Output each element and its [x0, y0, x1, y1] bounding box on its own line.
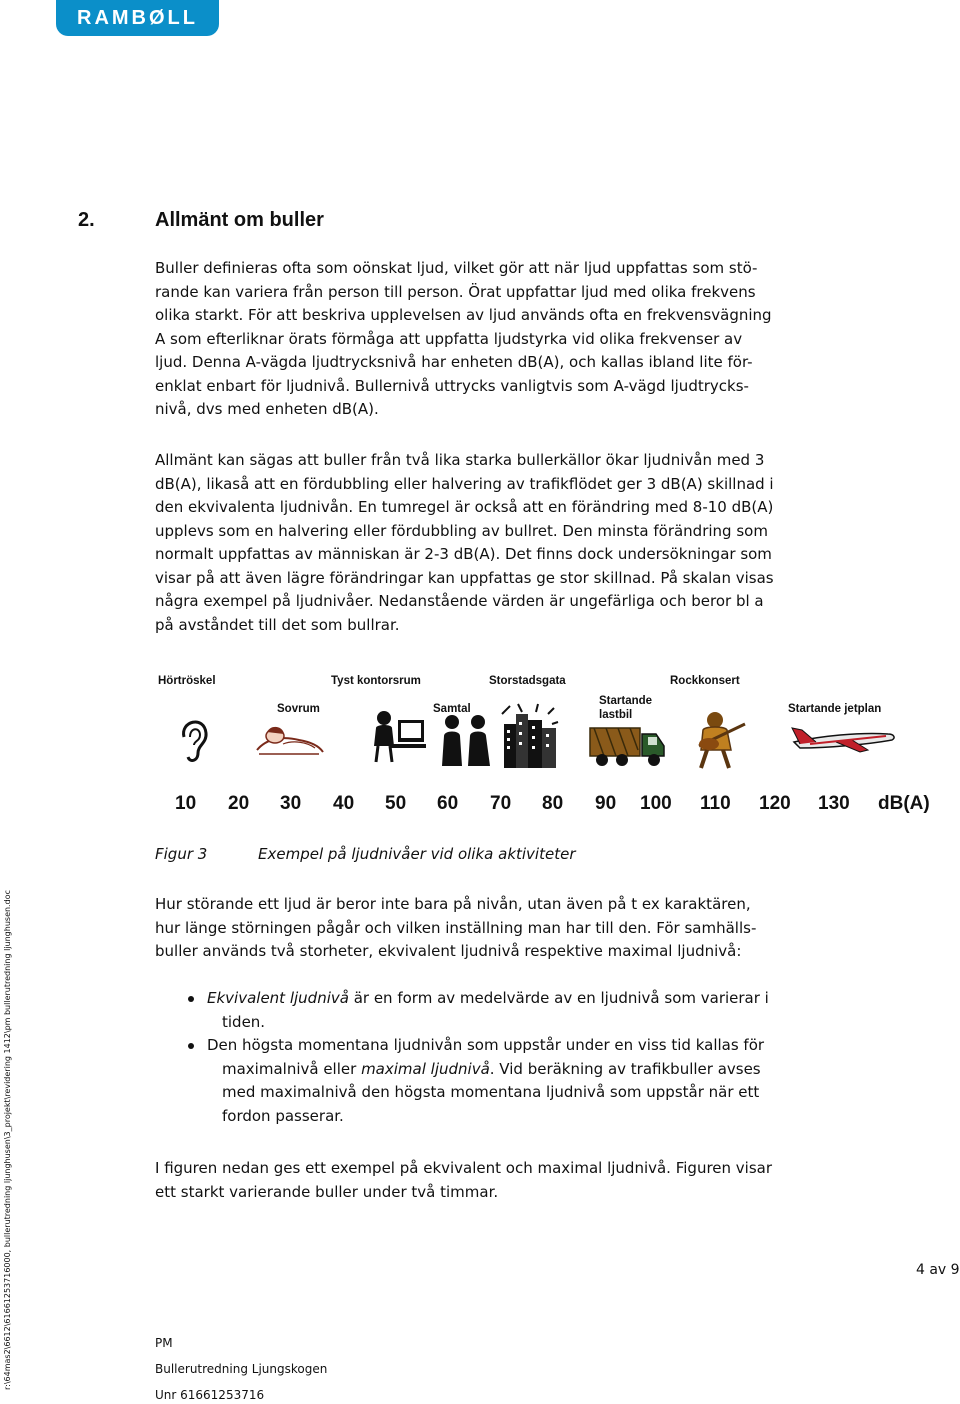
text-line: dB(A), likaså att en fördubbling eller halvering av trafikflödet ger 3 dB(A) skillnad i: [155, 474, 774, 493]
footer-project-number: Unr 61661253716: [155, 1388, 265, 1402]
label-startande-lastbil: Startande lastbil: [599, 695, 653, 721]
label-sovrum: Sovrum: [277, 703, 320, 715]
conversation-icon: [438, 712, 494, 766]
bullet-dot-icon: [188, 996, 194, 1002]
label-hortroskel: Hörtröskel: [158, 675, 216, 687]
city-skyline-icon: [498, 702, 562, 768]
label-storstadsgata: Storstadsgata: [489, 675, 566, 687]
figure-caption-number: Figur 3: [155, 845, 208, 863]
scale-value: 10: [175, 793, 197, 814]
scale-value: 80: [542, 793, 564, 814]
text-line: visar på att även lägre förändringar kan uppfattas ge stor skillnad. På skalan visas: [155, 568, 774, 587]
label-startande-jetplan: Startande jetplan: [788, 703, 882, 715]
scale-value: 20: [228, 793, 250, 814]
text-line: upplevs som en halvering eller fördubbling av bullret. Den minsta förändring som: [155, 521, 768, 540]
scale-value: 40: [333, 793, 355, 814]
paragraph-general: [155, 449, 845, 637]
office-worker-icon: [368, 706, 430, 764]
text-line: olika starkt. För att beskriva upplevelsen av ljud används ofta en frekvensvägning: [155, 306, 772, 324]
text-span: är en form av medelvärde av en ljudnivå som varierar i: [348, 989, 769, 1007]
ear-icon: [176, 715, 210, 765]
paragraph-figure-intro: [155, 1157, 845, 1204]
text-line: buller används två storheter, ekvivalent ljudnivå respektive maximal ljudnivå:: [155, 942, 742, 960]
text-line: A som efterliknar örats förmåga att uppfatta ljudstyrka vid olika frekvenser av: [155, 329, 743, 348]
scale-value: 110: [700, 793, 731, 814]
scale-value: 50: [385, 793, 407, 814]
list-item: [188, 987, 838, 1034]
text-line: ljud. Denna A-vägda ljudtrycksnivå har enheten dB(A), och kallas ibland lite för-: [155, 353, 753, 371]
label-tyst-kontorsrum: Tyst kontorsrum: [331, 675, 421, 687]
scale-value: 60: [437, 793, 459, 814]
scale-unit: dB(A): [878, 793, 930, 814]
text-line: enklat enbart för ljudnivå. Bullernivå uttrycks vanligtvis som A-vägd ljudtrycks-: [155, 376, 749, 395]
text-line: Hur störande ett ljud är beror inte bara på nivån, utan även på t ex karaktären,: [155, 895, 751, 913]
scale-value: 130: [818, 793, 850, 814]
text-line: normalt uppfattas av människan är 2-3 dB(A). Det finns dock undersökningar som: [155, 545, 772, 563]
text-span: maximalnivå eller: [222, 1059, 362, 1078]
text-line: hur länge störningen pågår och vilken inställning man har till den. För samhälls-: [155, 918, 757, 937]
sleeping-person-icon: [253, 720, 325, 760]
rock-guitarist-icon: [695, 710, 751, 770]
figure-caption-text: Exempel på ljudnivåer vid olika aktiviteter: [258, 845, 576, 863]
text-line: tiden.: [222, 1012, 266, 1031]
text-line: några exempel på ljudnivåer. Nedanstående värden är ungefärliga och beror bl a: [155, 592, 764, 610]
bullet-dot-icon: [188, 1043, 194, 1049]
text-line: nivå, dvs med enheten dB(A).: [155, 400, 379, 418]
text-line: på avståndet till det som bullrar.: [155, 615, 400, 634]
text-line: fordon passerar.: [222, 1106, 344, 1125]
scale-value: 70: [490, 793, 512, 814]
text-line: Allmänt kan sägas att buller från två lika starka bullerkällor ökar ljudnivån med 3: [155, 451, 765, 469]
term-equivalent: Ekvivalent ljudnivå: [207, 989, 349, 1007]
label-samtal: Samtal: [433, 703, 471, 715]
text-span: . Vid beräkning av trafikbuller avses: [489, 1059, 761, 1078]
footer-doc-title: Bullerutredning Ljungskogen: [155, 1362, 328, 1376]
footer-doc-type: PM: [155, 1336, 173, 1350]
jet-airplane-icon: [790, 722, 898, 756]
text-line: [188, 987, 838, 1011]
logo-text: RAMBØLL: [77, 6, 198, 29]
text-line: I figuren nedan ges ett exempel på ekvivalent och maximal ljudnivå. Figuren visar: [155, 1159, 773, 1177]
term-maximal: maximal ljudnivå: [361, 1059, 490, 1078]
truck-icon: [588, 718, 668, 768]
scale-value: 100: [640, 793, 672, 814]
scale-value: 120: [759, 793, 791, 814]
text-line: [188, 1058, 838, 1082]
list-item: [188, 1034, 838, 1128]
text-line: Den högsta momentana ljudnivån som uppstår under en viss tid kallas för: [207, 1036, 765, 1054]
scale-value: 30: [280, 793, 302, 814]
text-line: Buller definieras ofta som oönskat ljud, vilket gör att när ljud uppfattas som stö-: [155, 259, 758, 277]
text-line: med maximalnivå den högsta momentana ljudnivå som uppstår när ett: [222, 1083, 760, 1101]
text-line: ett starkt varierande buller under två timmar.: [155, 1182, 499, 1201]
paragraph-disturbance: [155, 893, 845, 964]
bullet-list: [188, 987, 838, 1128]
file-path-margin: r:\64mas2\6612\61661253716000, bullerutredning ljunghusen\3_projekt\revidering 1412\pm bullerutredning ljunghusen.doc: [3, 890, 12, 1390]
text-line: rande kan variera från person till person. Örat uppfattar ljud med olika frekvens: [155, 282, 756, 301]
page-number: 4 av 9: [916, 1262, 960, 1278]
ramboll-logo: [56, 0, 219, 36]
section-number: 2.: [78, 209, 95, 231]
text-line: den ekvivalenta ljudnivån. En tumregel är också att en förändring med 8-10 dB(A): [155, 498, 774, 516]
section-title: Allmänt om buller: [155, 209, 324, 231]
scale-value: 90: [595, 793, 617, 814]
paragraph-definition: [155, 257, 845, 422]
label-rockkonsert: Rockkonsert: [670, 675, 740, 687]
